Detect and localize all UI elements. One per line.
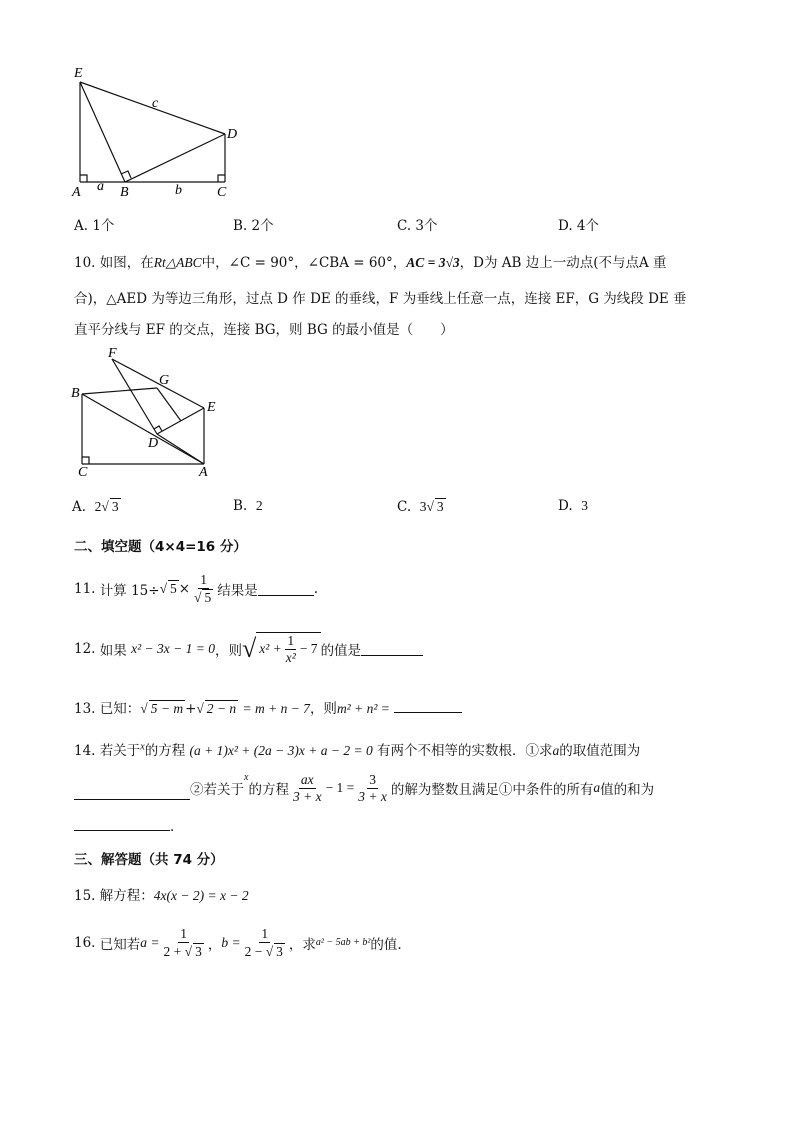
q10-line3: 直平分线与 EF 的交点，连接 BG，则 BG 的最小值是（ ）: [74, 322, 454, 338]
label-C: C: [217, 185, 227, 200]
q14-blank-1[interactable]: [74, 777, 190, 800]
figure-q9: [60, 62, 260, 202]
label-F: F: [108, 346, 117, 361]
q13: 13. 已知：√ 5 − m +√ 2 − n = m + n − 7，则m² + n² =: [74, 697, 462, 717]
label-A: A: [72, 185, 81, 200]
q12-answer-blank[interactable]: [361, 641, 423, 656]
q11: 11. 计算 15÷ √ 5 × $\frac{1}{√ 5}$ 结果是 .: [74, 572, 319, 605]
label-B: B: [71, 386, 80, 401]
q12: 12. 如果 x² − 3x − 1 = 0 ，则 √ x² + $\frac{1}{\text{x²}}$ − 7 的值是: [74, 632, 423, 665]
label-E: E: [74, 66, 83, 81]
section-2-heading: 二、填空题（4×4=16 分）: [74, 539, 247, 555]
label-D: D: [148, 436, 159, 451]
q14-blank-2[interactable]: [74, 814, 170, 831]
q10-option-a: A. 2√ 3: [72, 499, 119, 515]
q14-line3: .: [74, 814, 174, 835]
q14-line2: ②若关于 x 的方程 $\frac{ax}{3 + x}$ − 1 = $\frac{3}{3 + x}$ 的解为整数且满足①中条件的所有 a 值的和为: [74, 772, 654, 804]
label-c: c: [152, 96, 159, 111]
q10-number: 10.: [74, 255, 96, 271]
q10-line2: 合)，△AED 为等边三角形，过点 D 作 DE 的垂线，F 为垂线上任意一点，连接 EF，G 为线段 DE 垂: [74, 291, 687, 307]
figure-q10: [62, 344, 232, 480]
section-3-heading: 三、解答题（共 74 分）: [74, 852, 224, 868]
label-G: G: [159, 373, 170, 388]
q10-line1: 10. 如图，在Rt△ABC中，∠C = 90°，∠CBA = 60°，AC = 3√3，D为 AB 边上一动点(不与点A 重: [74, 255, 667, 271]
q9-option-c: C. 3个: [397, 218, 438, 234]
label-B: B: [120, 185, 129, 200]
q10-option-b: B. 2: [233, 498, 263, 514]
label-a: a: [97, 179, 104, 194]
q15: 15. 解方程：4x(x − 2) = x − 2: [74, 888, 249, 904]
q13-answer-blank[interactable]: [394, 700, 462, 713]
q9-option-b: B. 2个: [233, 218, 274, 234]
q10-option-c: C. 3√ 3: [397, 499, 444, 515]
q9-option-a: A. 1个: [74, 218, 115, 234]
label-C: C: [78, 465, 88, 480]
label-D: D: [227, 127, 238, 142]
q11-answer-blank[interactable]: [258, 581, 314, 596]
q9-option-d: D. 4个: [558, 218, 600, 234]
label-E: E: [207, 400, 216, 415]
label-A: A: [199, 465, 208, 480]
q16: 16. 已知若 a = $\frac{1}{2 + √ 3}$ ， b = $\frac{1}{2 - √ 3}$ ，求 a² − 5ab + b² 的值.: [74, 926, 402, 959]
q14-line1: 14. 若关于$^x$的方程 (a + 1)x² + (2a − 3)x + a − 2 = 0 有两个不相等的实数根．①求a的取值范围为: [74, 741, 641, 759]
label-b: b: [175, 183, 182, 198]
q10-option-d: D. 3: [558, 498, 588, 514]
